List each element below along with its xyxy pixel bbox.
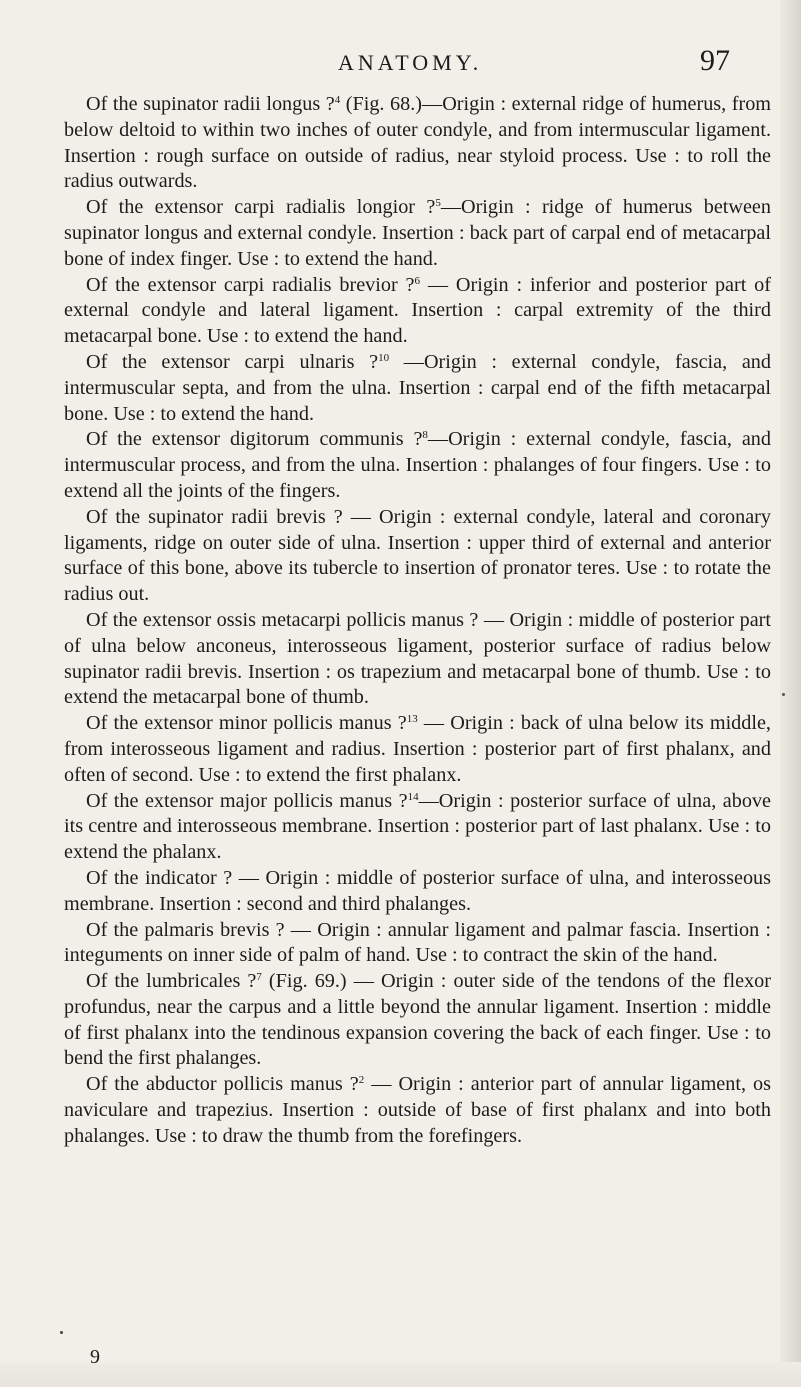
page-body [64,92,771,1150]
running-head: ANATOMY. [338,50,483,75]
paragraph-palmaris-brevis [64,918,771,970]
paragraph-supinator-radii-brevis [64,505,771,608]
footnote-ref: 5 [435,197,441,210]
paragraph-abductor-pollicis [64,1072,771,1149]
paragraph-lead: Of the indicator ? — Origin : middle of posterior surface of ulna, and interosseous membrane. Insertion : second and third phalanges. [64,866,771,915]
paragraph-lead: Of the extensor major pollicis manus ? [86,789,408,812]
paragraph-extensor-carpi-radialis-brevior [64,273,771,350]
paragraph-lead: Of the extensor carpi radialis longior ? [86,196,436,219]
paragraph-lumbricales [64,969,771,1072]
paragraph-supinator-radii-longus [64,92,771,195]
paragraph-extensor-major-pollicis [64,789,771,866]
page-number: 97 [700,44,730,77]
paragraph-lead: Of the extensor digitorum communis ? [86,428,423,451]
paragraph-rest: — Origin : back of ulna below its middle, from interosseous ligament and radius. Insertion : posterior part of first phalanx, and often of second. Use : to extend the first phalanx. [64,712,771,786]
footnote-ref: 6 [414,274,421,287]
page-bottom-edge [0,1362,801,1387]
paragraph-lead: Of the extensor carpi ulnaris ? [86,350,379,373]
footnote-ref: 2 [358,1074,365,1087]
paragraph-indicator [64,866,771,918]
footnote-ref: 4 [334,94,341,106]
footnote-ref: 10 [378,351,390,364]
paragraph-rest: — Origin : anterior part of annular ligament, os naviculare and trapezius. Insertion : outside of base of first phalanx and into both phalanges. Use : to draw the thumb from the forefingers. [64,1073,771,1147]
page-header [0,44,801,84]
paragraph-rest: —Origin : ridge of humerus between supinator longus and external condyle. Insertion : back part of carpal end of metacarpal bone of index finger. Use : to extend the hand. [64,196,771,270]
paragraph-lead: Of the extensor carpi radialis brevior ? [86,273,415,296]
footnote-ref: 8 [422,429,428,442]
margin-speck [782,693,785,696]
paragraph-rest: (Fig. 68.)—Origin : external ridge of humerus, from below deltoid to within two inches of outer condyle, and from intermuscular ligament. Insertion : rough surface on outside of radius, near styloid process. Use : to roll the radius outwards. [64,93,772,193]
paragraph-extensor-carpi-radialis-longior [64,195,771,272]
paragraph-lead: Of the abductor pollicis manus ? [86,1073,359,1096]
footnote-ref: 13 [406,713,418,726]
paragraph-rest: —Origin : external condyle, fascia, and intermuscular septa, and from the ulna. Insertion : carpal end of the fifth metacarpal bone. Use : to extend the hand. [64,350,771,425]
paragraph-lead: Of the palmaris brevis ? — Origin : annular ligament and palmar fascia. Insertion : integuments on inner side of palm of hand. Use : to contract the skin of the hand. [64,918,771,967]
paragraph-extensor-ossis-metacarpi [64,608,771,711]
footnote-ref: 14 [407,790,419,803]
paragraph-extensor-digitorum-communis [64,427,771,504]
paragraph-rest: — Origin : inferior and posterior part of external condyle and lateral ligament. Insertion : carpal extremity of the third metacarpal bone. Use : to extend the hand. [64,273,771,348]
paragraph-lead: Of the supinator radii longus ? [86,93,335,115]
paragraph-rest: —Origin : posterior surface of ulna, above its centre and interosseous membrane. Insertion : posterior part of last phalanx. Use : to extend the phalanx. [64,789,771,864]
signature-mark: 9 [90,1346,100,1368]
paragraph-lead: Of the extensor ossis metacarpi pollicis manus ? — Origin : middle of posterior part of ulna below anconeus, interosseous ligament, posterior surface of radius below supinator radii brevis. Insertion : os trapezium and metacarpal bone of thumb. Use : to extend the metacarpal bone of thumb. [64,608,771,709]
paragraph-rest: (Fig. 69.) — Origin : outer side of the tendons of the flexor profundus, near the carpus and a little beyond the annular ligament. Insertion : middle of first phalanx into the tendinous expansion covering the back of each finger. Use : to bend the first phalanges. [64,970,771,1070]
paragraph-extensor-carpi-ulnaris [64,350,771,427]
paragraph-lead: Of the extensor minor pollicis manus ? [86,712,407,735]
paragraph-lead: Of the supinator radii brevis ? — Origin : external condyle, lateral and coronary ligaments, ridge on outer side of ulna. Insertion : upper third of external and anterior surface of this bone, above its tubercle to insertion of pronator teres. Use : to rotate the radius out. [64,505,771,606]
paragraph-extensor-minor-pollicis [64,711,771,788]
paragraph-lead: Of the lumbricales ? [86,970,257,993]
paragraph-rest: —Origin : external condyle, fascia, and intermuscular process, and from the ulna. Insertion : phalanges of four fingers. Use : to extend all the joints of the fingers. [64,428,771,502]
margin-dot [60,1331,63,1334]
footnote-ref: 7 [256,971,262,984]
